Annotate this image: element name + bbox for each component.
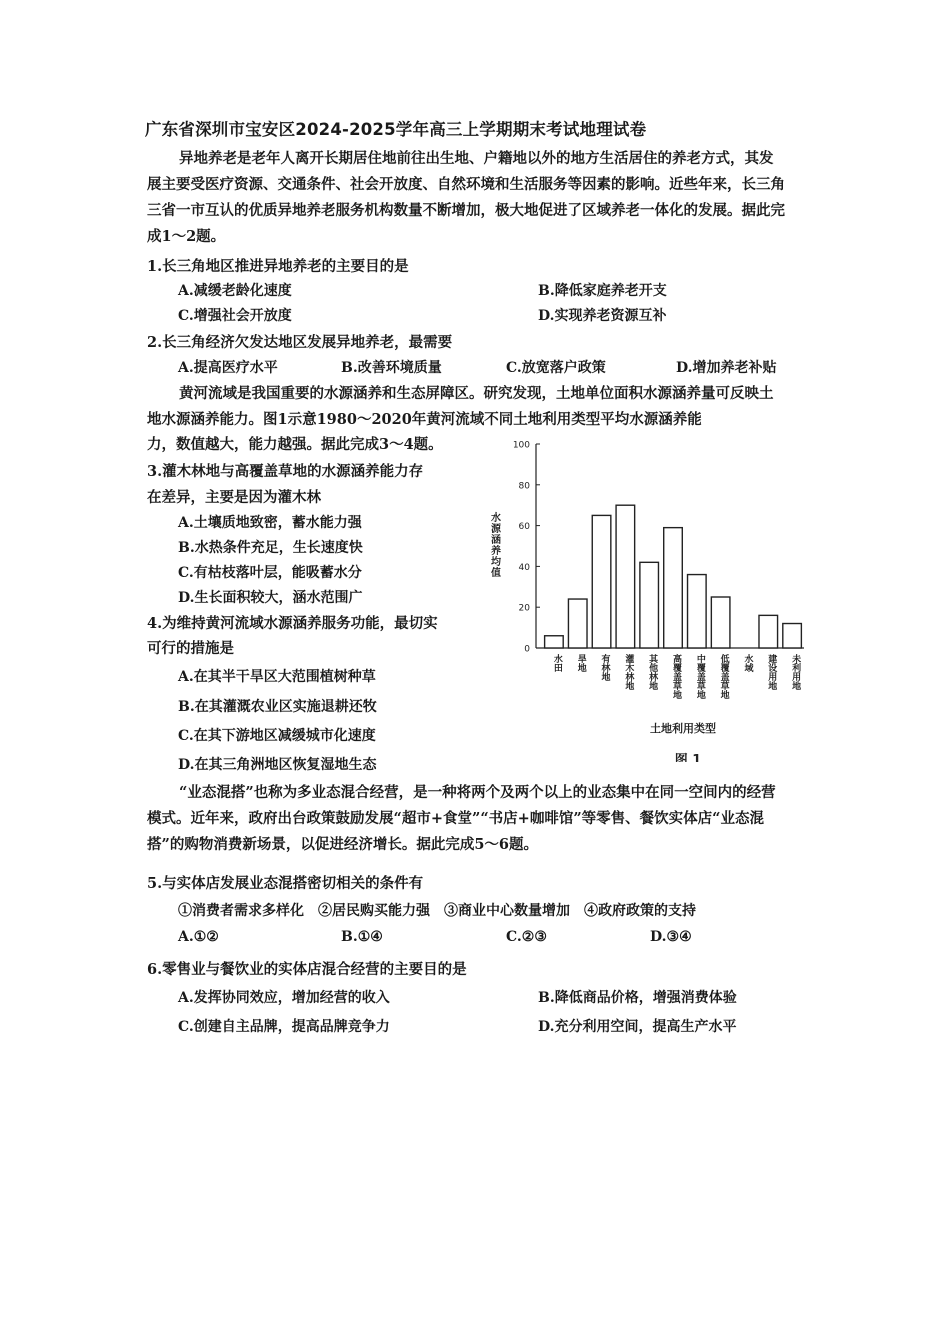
intro-paragraph-2-end: 力，数值越大，能力越强。据此完成3～4题。 <box>147 436 443 453</box>
question-1-option-a: A.减缓老龄化速度 <box>178 283 292 299</box>
question-6-stem: 6.零售业与餐饮业的实体店混合经营的主要目的是 <box>147 961 467 978</box>
question-1-stem: 1.长三角地区推进异地养老的主要目的是 <box>147 258 409 275</box>
question-6-option-a: A.发挥协同效应，增加经营的收入 <box>178 990 390 1006</box>
intro-paragraph-1: 异地养老是老年人离开长期居住地前往出生地、户籍地以外的地方生活居住的养老方式，其发展主要受医疗资源、交通条件、社会开放度、自然环境和生活服务等因素的影响。近些年来，长三角三省一市互认的优质异地养老服务机构数量不断增加，极大地促进了区域养老一体化的发展。据此完成1～2题。 <box>147 150 785 245</box>
question-5-option-d: D.③④ <box>650 929 692 945</box>
question-4-stem-line-2: 可行的措施是 <box>147 640 234 657</box>
question-6-option-c: C.创建自主品牌，提高品牌竞争力 <box>178 1019 390 1035</box>
question-1-option-b: B.降低家庭养老开支 <box>538 283 667 299</box>
x-tick-label: 水田 <box>551 654 562 672</box>
question-3-option-a: A.土壤质地致密，蓄水能力强 <box>178 515 362 531</box>
intro-paragraph-3: “业态混搭”也称为多业态混合经营，是一种将两个及两个以上的业态集中在同一空间内的经营模式。近年来，政府出台政策鼓励发展“超市+食堂”“书店+咖啡馆”等零售、餐饮实体店“业态混搭”的购物消费新场景，以促进经济增长。据此完成5～6题。 <box>147 784 776 853</box>
question-3-option-b: B.水热条件充足，生长速度快 <box>178 540 363 556</box>
bar-低覆盖草地 <box>711 597 730 648</box>
y-tick-label: 40 <box>518 562 530 573</box>
bar-中覆盖草地 <box>688 575 707 648</box>
question-5-option-c: C.②③ <box>506 929 547 945</box>
question-2-stem: 2.长三角经济欠发达地区发展异地养老，最需要 <box>147 334 453 351</box>
x-tick-label: 其他林地 <box>647 654 658 690</box>
bar-未利用地 <box>783 624 802 648</box>
question-4-option-b: B.在其灌溉农业区实施退耕还牧 <box>178 699 377 715</box>
x-tick-label: 有林地 <box>599 654 610 681</box>
y-tick-label: 60 <box>518 522 530 533</box>
figure-1-chart <box>488 432 818 762</box>
x-tick-label: 水域 <box>742 654 753 672</box>
y-tick-label: 80 <box>518 481 530 492</box>
bar-其他林地 <box>640 562 659 648</box>
question-2-option-d: D.增加养老补贴 <box>676 360 777 376</box>
question-4-option-a: A.在其半干旱区大范围植树种草 <box>178 669 376 685</box>
bar-旱地 <box>568 599 587 648</box>
question-4-stem-line-1: 4.为维持黄河流域水源涵养服务功能，最切实 <box>147 615 438 632</box>
x-tick-label: 旱地 <box>575 654 586 672</box>
bar-水田 <box>545 636 564 648</box>
x-tick-label: 高覆盖草地 <box>671 654 681 699</box>
question-2-option-c: C.放宽落户政策 <box>506 360 606 376</box>
intro-paragraph-2: 黄河流域是我国重要的水源涵养和生态屏障区。研究发现，土地单位面积水源涵养量可反映土地水源涵养能力。图1示意1980～2020年黄河流域不同土地利用类型平均水源涵养能 <box>147 385 774 428</box>
x-axis-label: 土地利用类型 <box>650 722 716 735</box>
question-4-option-c: C.在其下游地区减缓城市化速度 <box>178 728 376 744</box>
x-tick-label: 未利用地 <box>790 654 801 690</box>
question-3-option-c: C.有枯枝落叶层，能吸蓄水分 <box>178 565 362 581</box>
y-tick-label: 0 <box>524 644 530 655</box>
bar-建设用地 <box>759 615 778 648</box>
question-5-statements: ①消费者需求多样化 ②居民购买能力强 ③商业中心数量增加 ④政府政策的支持 <box>178 903 696 919</box>
x-tick-label: 建设用地 <box>766 654 777 690</box>
question-5-option-a: A.①② <box>178 929 219 945</box>
bar-有林地 <box>592 515 611 648</box>
x-tick-label: 灌木林地 <box>623 654 634 690</box>
question-5-stem: 5.与实体店发展业态混搭密切相关的条件有 <box>147 875 424 892</box>
bar-高覆盖草地 <box>664 528 683 648</box>
bars-group <box>545 505 802 648</box>
question-3-stem-line-1: 3.灌木林地与高覆盖草地的水源涵养能力存 <box>147 463 424 480</box>
question-1-option-d: D.实现养老资源互补 <box>538 308 667 324</box>
question-5-option-b: B.①④ <box>341 929 383 945</box>
x-tick-label: 中覆盖草地 <box>694 654 705 699</box>
question-2-option-a: A.提高医疗水平 <box>178 360 278 376</box>
y-tick-label: 100 <box>512 440 530 451</box>
question-2-option-b: B.改善环境质量 <box>341 360 442 376</box>
page-title: 广东省深圳市宝安区2024-2025学年高三上学期期末考试地理试卷 <box>145 120 647 139</box>
question-6-option-d: D.充分利用空间，提高生产水平 <box>538 1019 737 1035</box>
question-3-stem-line-2: 在差异，主要是因为灌木林 <box>147 489 321 506</box>
question-4-option-d: D.在其三角洲地区恢复湿地生态 <box>178 757 377 773</box>
y-axis-label: 水源涵养均值 <box>488 512 500 578</box>
x-tick-labels <box>552 653 802 699</box>
question-3-option-d: D.生长面积较大，涵水范围广 <box>178 590 363 606</box>
question-1-option-c: C.增强社会开放度 <box>178 308 292 324</box>
question-6-option-b: B.降低商品价格，增强消费体验 <box>538 990 737 1006</box>
y-tick-label: 20 <box>518 603 530 614</box>
bar-灌木林地 <box>616 505 635 648</box>
figure-caption: 图 1 <box>674 753 702 762</box>
bar-chart <box>488 432 818 762</box>
x-tick-label: 低覆盖草地 <box>718 654 729 699</box>
